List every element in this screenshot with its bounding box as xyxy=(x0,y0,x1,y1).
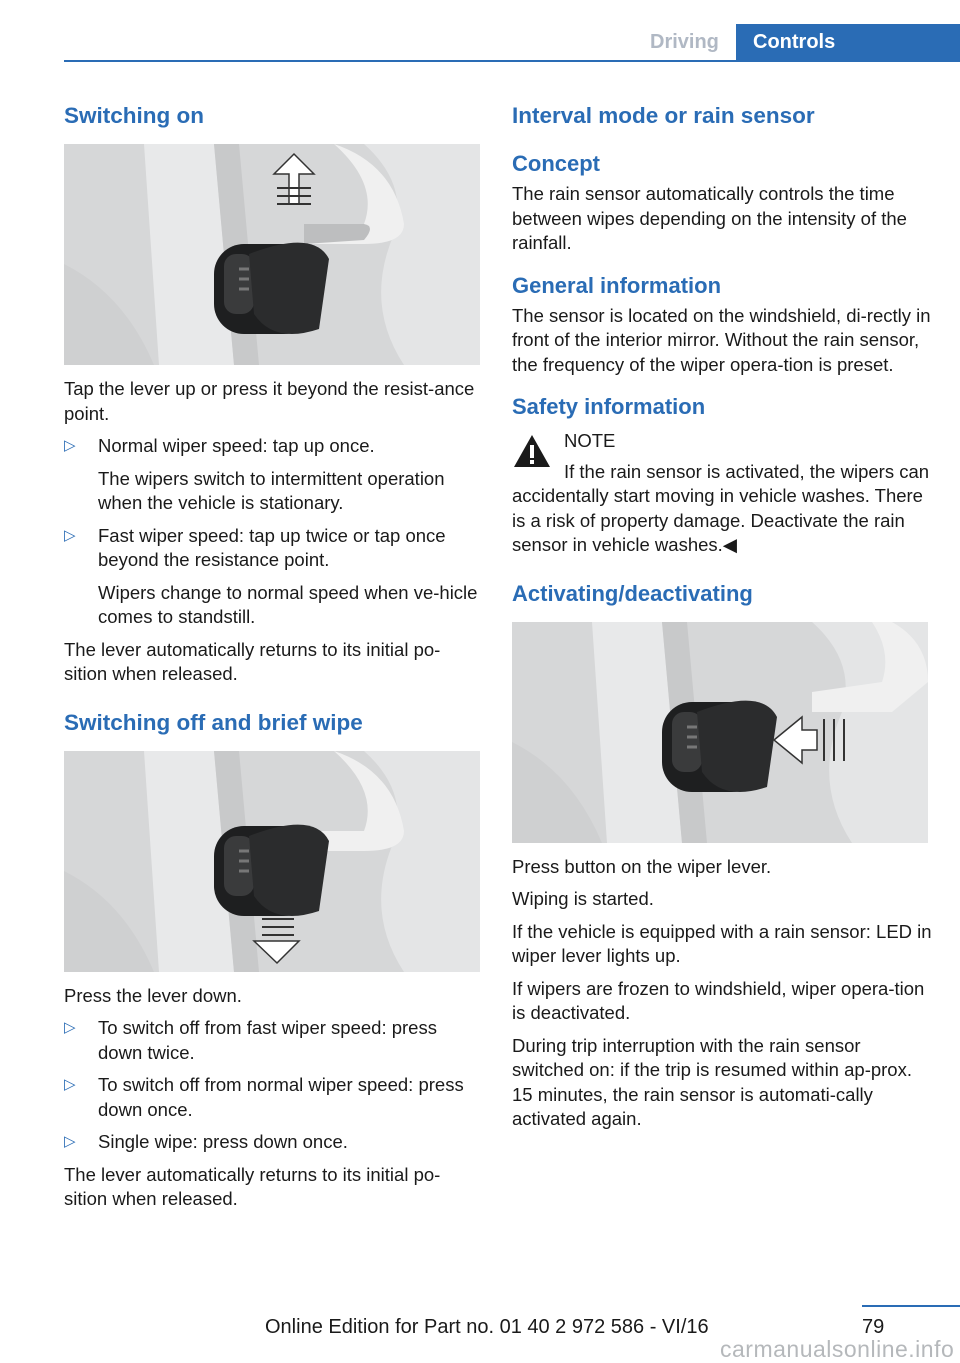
bullet-text: Fast wiper speed: tap up twice or tap once beyond the resistance point. xyxy=(98,524,446,570)
edition-line: Online Edition for Part no. 01 40 2 972 586 - VI/16 xyxy=(265,1316,709,1338)
activating-paragraph: Wiping is started. xyxy=(512,888,654,909)
header-chapter-label: Controls xyxy=(753,31,836,53)
switching-off-outro: The lever automatically returns to its initial po‐sition when released. xyxy=(64,1163,441,1209)
switching-on-intro: Tap the lever up or press it beyond the resist‐ance point. xyxy=(64,378,475,424)
activating-paragraph: If wipers are frozen to windshield, wiper opera‐tion is deactivated. xyxy=(512,977,925,1023)
safety-info-heading: Safety information xyxy=(512,394,706,419)
right-column xyxy=(512,102,932,1132)
note-label: NOTE xyxy=(564,430,616,451)
triangle-right-icon: ▷ xyxy=(64,526,76,544)
bullet-item xyxy=(64,1016,482,1065)
page-number: 79 xyxy=(862,1316,885,1338)
bullet-item xyxy=(64,1130,482,1155)
switching-on-heading: Switching on xyxy=(64,103,204,128)
triangle-right-icon: ▷ xyxy=(64,437,76,454)
switching-off-heading: Switching off and brief wipe xyxy=(64,709,363,735)
general-info-text: The sensor is located on the windshield, di‐rectly in front of the interior mirror. Without the rain sensor, the frequency of the wiper opera‐tion is preset. xyxy=(512,304,931,375)
lever-down-illustration xyxy=(64,751,480,972)
footer-rule xyxy=(862,1305,960,1307)
bullet-item xyxy=(64,434,482,459)
bullet-text: Normal wiper speed: tap up once. xyxy=(98,435,375,456)
lever-up-illustration xyxy=(64,144,480,365)
switching-on-outro: The lever automatically returns to its initial po‐sition when released. xyxy=(64,638,441,684)
lever-button-illustration xyxy=(512,622,928,843)
bullet-note: The wipers switch to intermittent operation when the vehicle is stationary. xyxy=(98,467,445,513)
bullet-text: To switch off from fast wiper speed: press down twice. xyxy=(98,1017,437,1063)
triangle-right-icon: ▷ xyxy=(64,1133,76,1150)
header-section-label: Driving xyxy=(650,31,719,53)
safety-note xyxy=(512,429,932,454)
bullet-item xyxy=(64,1073,482,1122)
header-rule xyxy=(64,60,960,62)
header-chapter-tab xyxy=(736,24,960,62)
watermark: carmanualsonline.info xyxy=(720,1336,955,1362)
bullet-text: To switch off from normal wiper speed: press down once. xyxy=(98,1074,464,1120)
safety-note-text: If the rain sensor is activated, the wipers can accidentally start moving in vehicle washes. There is a risk of property damage. Deactivate the rain sensor in vehicle washes.◀ xyxy=(512,460,930,555)
switching-off-intro: Press the lever down. xyxy=(64,984,242,1006)
left-column xyxy=(64,102,482,1212)
rain-sensor-heading: Interval mode or rain sensor xyxy=(512,103,815,128)
concept-text: The rain sensor automatically controls the time between wipes depending on the intensity of the rainfall. xyxy=(512,183,907,253)
bullet-text: Single wipe: press down once. xyxy=(98,1131,348,1152)
triangle-right-icon: ▷ xyxy=(64,1019,76,1036)
activating-heading: Activating/deactivating xyxy=(512,580,753,606)
triangle-right-icon: ▷ xyxy=(64,1076,76,1093)
bullet-item xyxy=(64,524,482,573)
bullet-note: Wipers change to normal speed when ve‐hicle comes to standstill. xyxy=(98,581,478,627)
activating-paragraph: If the vehicle is equipped with a rain sensor: LED in wiper lever lights up. xyxy=(512,920,932,966)
activating-paragraph: Press button on the wiper lever. xyxy=(512,855,772,877)
warning-triangle-icon xyxy=(512,433,552,469)
concept-heading: Concept xyxy=(512,151,600,176)
activating-paragraph: During trip interruption with the rain sensor switched on: if the trip is resumed within ap‐prox. 15 minutes, the rain sensor is automati‐cally activated again. xyxy=(512,1034,912,1129)
general-info-heading: General information xyxy=(512,272,722,298)
